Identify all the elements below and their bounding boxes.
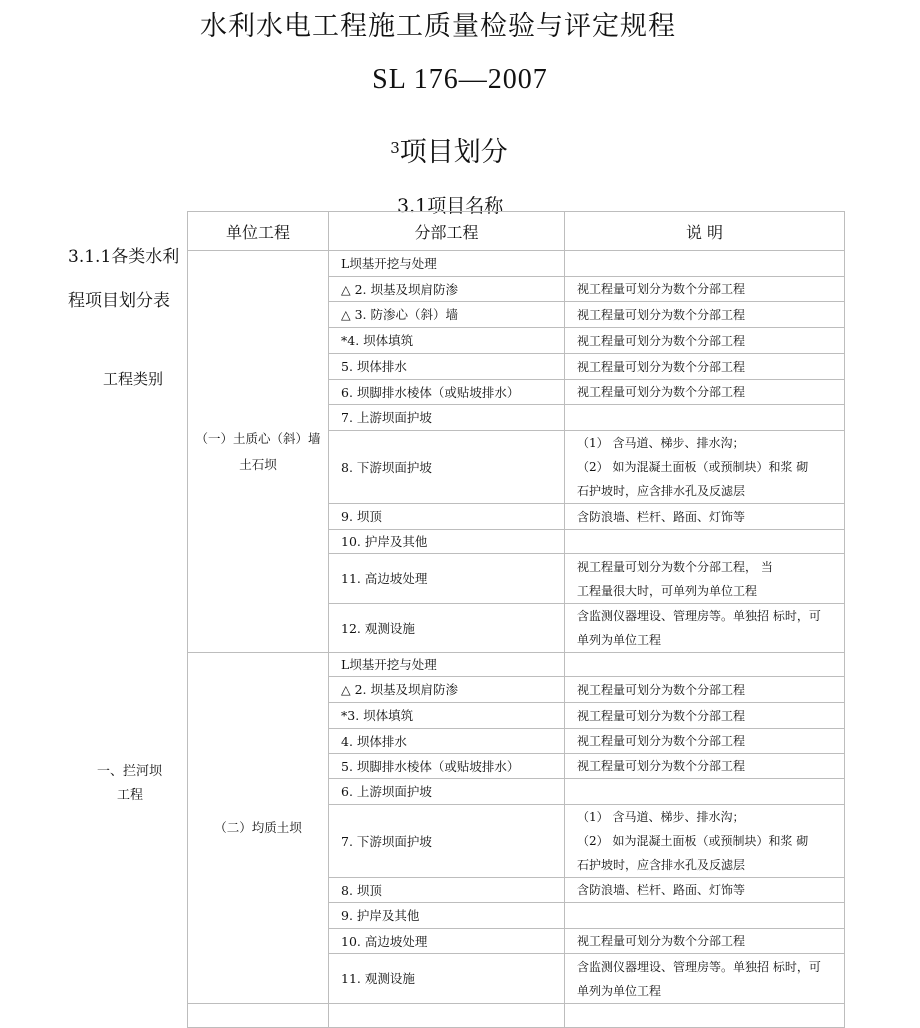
section-number: 3 [390,139,400,157]
section-title [0,130,898,169]
note-line: 单列为单位工程 [577,983,662,998]
empty-cell [565,1004,845,1028]
division-cell: L坝基开挖与处理 [329,653,565,677]
project-division-table [187,211,845,1028]
header-unit: 单位工程 [188,212,329,251]
note-cell [565,903,845,929]
division-cell: 4. 坝体排水 [329,729,565,754]
division-cell: △ 2. 坝基及坝肩防渗 [329,677,565,703]
category-name-line1: 一、拦河坝 [97,764,163,779]
unit-cell-1 [188,251,329,653]
division-cell: △ 3. 防渗心（斜）墙 [329,302,565,328]
note-cell [565,653,845,677]
note-cell [565,530,845,554]
note-line: 含监测仪器埋设、管理房等。单独招 标时，可 [577,959,821,974]
note-line: 视工程量可划分为数个分部工程， 当 [577,559,773,574]
category-name-line2: 工程 [117,788,144,803]
division-cell: 11. 高边坡处理 [329,554,565,604]
division-cell: 5. 坝体排水 [329,354,565,380]
note-cell: 视工程量可划分为数个分部工程 [565,929,845,954]
note-cell [565,954,845,1004]
division-cell: 6. 上游坝面护坡 [329,779,565,805]
division-cell: 9. 护岸及其他 [329,903,565,929]
note-cell [565,604,845,653]
note-cell [565,251,845,277]
empty-cell [188,1004,329,1028]
document-title: 水利水电工程施工质量检验与评定规程 [200,11,676,42]
note-cell: 含防浪墙、栏杆、路面、灯饰等 [565,878,845,903]
note-cell [565,779,845,805]
division-cell: 10. 护岸及其他 [329,530,565,554]
note-line: 石护坡时，应含排水孔及反滤层 [577,484,746,498]
table-header-row [188,212,845,251]
note-cell: 视工程量可划分为数个分部工程 [565,302,845,328]
note-line: （2） 如为混凝土面板（或预制块）和浆 砌 [577,460,809,474]
unit1-line2: 土石坝 [239,456,277,472]
note-line: （1） 含马道、梯步、排水沟； [577,436,745,450]
division-cell: 9. 坝顶 [329,504,565,530]
note-cell: 视工程量可划分为数个分部工程 [565,277,845,302]
side-text-line2: 程项目划分表 [68,291,170,311]
note-cell: 视工程量可划分为数个分部工程 [565,754,845,779]
note-line: （1） 含马道、梯步、排水沟； [577,810,745,824]
division-cell: *3. 坝体填筑 [329,703,565,729]
note-cell [565,805,845,878]
note-cell: 视工程量可划分为数个分部工程 [565,380,845,405]
division-cell: 8. 下游坝面护坡 [329,431,565,504]
table-row-empty [188,1004,845,1028]
division-cell: L坝基开挖与处理 [329,251,565,277]
note-line: 工程量很大时，可单列为单位工程 [577,583,758,598]
note-cell: 视工程量可划分为数个分部工程 [565,703,845,729]
note-cell: 视工程量可划分为数个分部工程 [565,354,845,380]
empty-cell [329,1004,565,1028]
division-cell: 12. 观测设施 [329,604,565,653]
side-text-line1: 3.1.1各类水利 [68,247,180,267]
division-cell: 11. 观测设施 [329,954,565,1004]
note-cell: 视工程量可划分为数个分部工程 [565,328,845,354]
note-cell: 含防浪墙、栏杆、路面、灯饰等 [565,504,845,530]
note-line: 石护坡时，应含排水孔及反滤层 [577,858,746,872]
note-cell [565,405,845,431]
division-cell: 8. 坝顶 [329,878,565,903]
unit-cell-2: （二）均质土坝 [188,653,329,1004]
standard-code: SL 176—2007 [372,64,548,95]
note-line: 含监测仪器埋设、管理房等。单独招 标时，可 [577,609,821,623]
division-cell: 7. 上游坝面护坡 [329,405,565,431]
division-cell: 6. 坝脚排水棱体（或贴坡排水） [329,380,565,405]
subsection-title: 3.1项目名称 [397,195,504,217]
note-line: 单列为单位工程 [577,633,662,647]
unit1-line1: （一）土质心（斜）墙 [195,430,321,446]
note-cell [565,554,845,604]
category-label: 工程类别 [103,370,164,388]
note-line: （2） 如为混凝土面板（或预制块）和浆 砌 [577,834,809,848]
division-cell: 7. 下游坝面护坡 [329,805,565,878]
note-cell: 视工程量可划分为数个分部工程 [565,729,845,754]
division-cell: △ 2. 坝基及坝肩防渗 [329,277,565,302]
header-division: 分部工程 [329,212,565,251]
note-cell: 视工程量可划分为数个分部工程 [565,677,845,703]
division-cell: 5. 坝脚排水棱体（或贴坡排水） [329,754,565,779]
header-note: 说 明 [565,212,845,251]
section-text: 项目划分 [399,137,508,168]
note-cell [565,431,845,504]
division-cell: 10. 高边坡处理 [329,929,565,954]
division-cell: *4. 坝体填筑 [329,328,565,354]
table-row [188,653,845,677]
table-row [188,251,845,277]
